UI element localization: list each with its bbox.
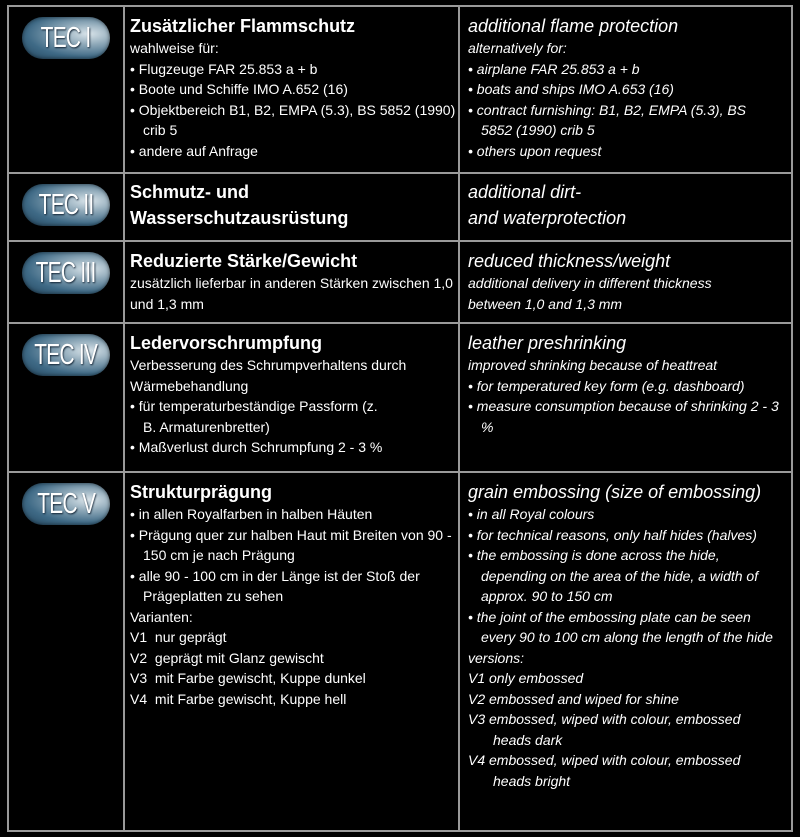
tec-badge: TEC III bbox=[22, 252, 110, 294]
list-item: • andere auf Anfrage bbox=[130, 141, 458, 162]
row-tec-1 bbox=[9, 7, 791, 172]
list-item: • Boote und Schiffe IMO A.652 (16) bbox=[130, 79, 458, 100]
list-item: • for temperatured key form (e.g. dashboard) bbox=[468, 376, 791, 397]
list-item: • Objektbereich B1, B2, EMPA (5.3), BS 5852 (1990) crib 5 bbox=[130, 100, 458, 141]
row-title-en: and waterprotection bbox=[468, 208, 627, 228]
list-item: • in allen Royalfarben in halben Häuten bbox=[130, 504, 458, 525]
variant-item: V1 nur geprägt bbox=[130, 629, 227, 645]
list-item: • in all Royal colours bbox=[468, 504, 791, 525]
row-text-de: zusätzlich lieferbar in anderen Stärken zwischen 1,0 und 1,3 mm bbox=[130, 275, 453, 312]
row-title-de: Strukturprägung bbox=[130, 482, 272, 502]
row-title-en: leather preshrinking bbox=[468, 333, 627, 353]
variant-item: V4 embossed, wiped with colour, embossed heads bright bbox=[468, 752, 741, 789]
row-title-de: Zusätzlicher Flammschutz bbox=[130, 16, 356, 36]
list-item: • Maßverlust durch Schrumpfung 2 - 3 % bbox=[130, 437, 458, 458]
intro-de: wahlweise für: bbox=[130, 40, 219, 56]
variants-label: Varianten: bbox=[130, 608, 193, 625]
row-title-de: Ledervorschrumpfung bbox=[130, 333, 323, 353]
list-item: • boats and ships IMO A.653 (16) bbox=[468, 79, 791, 100]
row-title-en: reduced thickness/weight bbox=[468, 251, 671, 271]
tec-badge: TEC IV bbox=[22, 334, 110, 376]
variant-item: V4 mit Farbe gewischt, Kuppe hell bbox=[130, 690, 347, 707]
variant-item: V1 only embossed bbox=[468, 670, 584, 686]
tec-badge: TEC II bbox=[22, 184, 110, 226]
row-text-de: Verbesserung des Schrumpverhaltens durch Wärmebehandlung bbox=[130, 357, 407, 394]
row-tec-3 bbox=[9, 240, 791, 322]
tec-badge: TEC I bbox=[22, 17, 110, 59]
variants-label: versions: bbox=[468, 649, 525, 666]
list-item: • others upon request bbox=[468, 141, 791, 162]
row-title-de: Schmutz- und bbox=[130, 182, 249, 202]
list-item: • the joint of the embossing plate can be seen every 90 to 100 cm along the length of the hide bbox=[468, 607, 791, 648]
variant-item: V2 geprägt mit Glanz gewischt bbox=[130, 649, 324, 666]
variant-item: V2 embossed and wiped for shine bbox=[468, 690, 679, 707]
row-title-de: Wasserschutzausrüstung bbox=[130, 208, 349, 228]
list-item: • measure consumption because of shrinking 2 - 3 % bbox=[468, 396, 791, 437]
list-item: • contract furnishing: B1, B2, EMPA (5.3), BS 5852 (1990) crib 5 bbox=[468, 100, 791, 141]
list-item: • the embossing is done across the hide, depending on the area of the hide, a width of approx. 90 to 150 cm bbox=[468, 545, 791, 607]
list-item: • für temperaturbeständige Passform (z. B. Armaturenbretter) bbox=[130, 396, 458, 437]
list-item: • airplane FAR 25.853 a + b bbox=[468, 59, 791, 80]
row-text-en: additional delivery in different thickness between 1,0 and 1,3 mm bbox=[468, 275, 712, 312]
row-title-en: additional flame protection bbox=[468, 16, 679, 36]
list-item: • Prägung quer zur halben Haut mit Breiten von 90 - 150 cm je nach Prägung bbox=[130, 525, 458, 566]
row-title-en: grain embossing (size of embossing) bbox=[468, 482, 762, 502]
variant-item: V3 embossed, wiped with colour, embossed heads dark bbox=[468, 711, 741, 748]
intro-en: alternatively for: bbox=[468, 40, 567, 56]
list-item: • Flugzeuge FAR 25.853 a + b bbox=[130, 59, 458, 80]
row-tec-5 bbox=[9, 471, 791, 832]
list-item: • for technical reasons, only half hides (halves) bbox=[468, 525, 791, 546]
row-text-en: improved shrinking because of heattreat bbox=[468, 357, 718, 373]
tec-badge: TEC V bbox=[22, 483, 110, 525]
list-item: • alle 90 - 100 cm in der Länge ist der Stoß der Prägeplatten zu sehen bbox=[130, 566, 458, 607]
row-title-en: additional dirt- bbox=[468, 182, 582, 202]
row-tec-4 bbox=[9, 322, 791, 471]
tec-table bbox=[7, 5, 793, 832]
variant-item: V3 mit Farbe gewischt, Kuppe dunkel bbox=[130, 670, 366, 686]
row-tec-2 bbox=[9, 172, 791, 240]
row-title-de: Reduzierte Stärke/Gewicht bbox=[130, 251, 358, 271]
